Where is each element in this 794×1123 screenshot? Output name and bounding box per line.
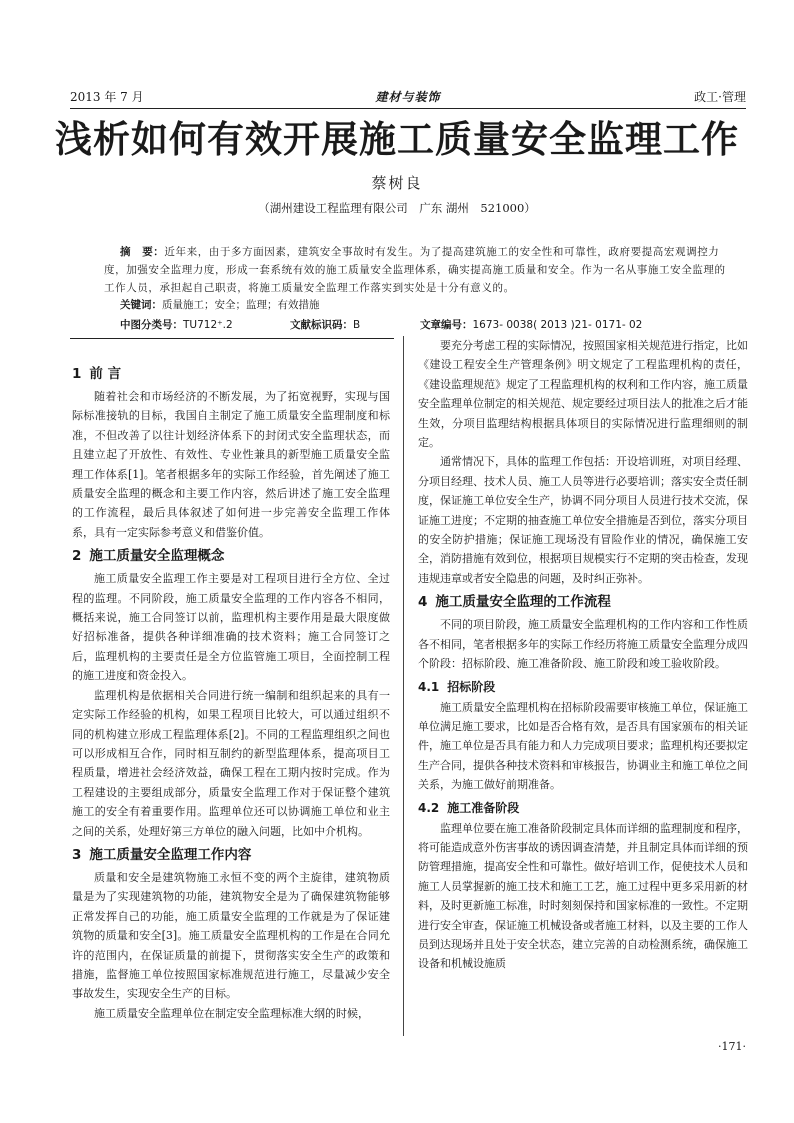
doc-code-value: B	[353, 319, 361, 331]
keywords-text: 质量施工；安全；监理；有效措施	[162, 299, 320, 311]
section-heading: 4 施工质量安全监理的工作流程	[418, 594, 611, 611]
running-header	[70, 88, 746, 106]
paragraph: 要充分考虑工程的实际情况，按照国家相关规范进行指定，比如《建设工程安全生产管理条例》明文规定了工程监理机构的责任，《建设监理规范》规定了工程监理机构的权利和工作内容，施工质量安全监理单位制定的相关规范、规定要经过项目法人的批准之后才能生效，分项目监理结构根据具体项目的实际情况进行监理细则的制定。	[418, 339, 748, 450]
keywords	[120, 296, 320, 314]
doc-code-label: 文献标识码：	[290, 319, 353, 331]
article-title: 浅析如何有效开展施工质量安全监理工作	[55, 117, 739, 161]
keywords-label: 关键词：	[120, 299, 162, 311]
header-rule	[70, 108, 746, 109]
subsection-heading: 4.1 招标阶段	[418, 679, 496, 694]
section-heading: 1 前 言	[72, 366, 122, 382]
clc-number	[120, 317, 233, 333]
paragraph: 质量和安全是建筑物施工永恒不变的两个主旋律，建筑物质量是为了实现建筑物的功能，建筑物安全是为了确保建筑物能够正常发挥自己的功能，施工质量安全监理的工作就是为了保证建筑物的质量和安全[3]。施工质量安全监理机构的工作是在合同允许的范围内，在保证质量的前提下，贯彻落实安全生产的政策和措施，监督施工单位按照国家标准规范进行施工，尽量减少安全事故发生，实现安全生产的目标。	[72, 870, 390, 1001]
page-number: ·171·	[718, 1040, 746, 1053]
document-code	[290, 317, 360, 333]
right-column	[418, 336, 748, 974]
section-heading: 2 施工质量安全监理概念	[72, 548, 225, 565]
author-name: 蔡树良	[371, 174, 423, 192]
paragraph: 监理机构是依据相关合同进行统一编制和组织起来的具有一定实际工作经验的机构，如果工程项目比较大，可以通过组织不同的机构建立形成工程监理体系[2]。不同的工程监理组织之间也可以形成相互合作，同时相互制约的新型监理体系，提高项目工程质量，增进社会经济效益，确保工程在工期内按时完成。作为工程建设的主要组成部分，质量安全监理工作对于保证整个建筑施工的安全有着重要作用。监理单位还可以协调施工单位和业主之间的关系，处理好第三方单位的融入问题，比如中介机构。	[72, 688, 390, 838]
abstract	[104, 243, 732, 297]
subsection-heading: 4.2 施工准备阶段	[418, 800, 520, 815]
body-top-rule	[70, 338, 394, 339]
author-affiliation: （湖州建设工程监理有限公司 广东 湖州 521000）	[258, 201, 536, 215]
paragraph: 监理单位要在施工准备阶段制定具体而详细的监理制度和程序，将可能造成意外伤害事故的诱因调查清楚，并且制定具体而详细的预防管理措施，提高安全性和可靠性。做好培训工作，促使技术人员和施工人员掌握新的施工技术和施工工艺，施工过程中更多采用新的材料，及时更新施工标准，时时刻刻保持和国家标准的一致性。不定期进行安全审查，保证施工机械设备或者施工材料，以及主要的工作人员到达现场并且处于安全状态，建立完善的自动检测系统，确保施工设备和机械设施质	[418, 821, 748, 971]
clc-label: 中图分类号：	[120, 319, 183, 331]
left-column	[72, 360, 390, 1023]
abstract-label: 摘 要：	[120, 246, 165, 258]
abstract-text: 近年来，由于多方面因素，建筑安全事故时有发生。为了提高建筑施工的安全性和可靠性，政府要提高宏观调控力度，加强安全监理力度，形成一套系统有效的施工质量安全监理体系，确实提高施工质量和安全。作为一名从事施工安全监理的工作人员，承担起自己职责，将施工质量安全监理工作落实到实处是十分有意义的。	[104, 246, 726, 294]
journal-name: 建材与装饰	[375, 90, 441, 104]
paragraph: 施工质量安全监理单位在制定安全监理标准大纲的时候，	[94, 1006, 369, 1020]
paragraph: 不同的项目阶段，施工质量安全监理机构的工作内容和工作性质各不相同，笔者根据多年的实际工作经历将施工质量安全监理分成四个阶段：招标阶段、施工准备阶段、施工阶段和竣工验收阶段。	[418, 618, 748, 671]
clc-value: TU712⁺.2	[183, 319, 233, 331]
column-divider	[403, 336, 404, 1036]
paragraph: 施工质量安全监理工作主要是对工程项目进行全方位、全过程的监理。不同阶段，施工质量安全监理的工作内容各不相同，概括来说，施工合同签订以前，监理机构主要作用是最大限度做好招标准备，提供各种详细准确的技术资料；施工合同签订之后，监理机构的主要责任是全方位监管施工项目，全面控制工程的施工进度和资金投入。	[72, 572, 390, 683]
paragraph: 通常情况下，具体的监理工作包括：开设培训班，对项目经理、分项目经理、技术人员、施工人员等进行必要培训；落实安全责任制度，保证施工单位安全生产，协调不同分项目人员进行技术交流，保证施工进度；不定期的抽查施工单位安全措施是否到位，落实分项目的安全防护措施；保证施工现场没有冒险作业的情况，确保施工安全，消防措施有效到位，根据项目规模实行不定期的突击检查，发现违规违章或者安全隐患的问题，及时纠正弥补。	[418, 455, 748, 585]
paragraph: 施工质量安全监理机构在招标阶段需要审核施工单位，保证施工单位满足施工要求，比如是否合格有效，是否具有国家颁布的相关证件，施工单位是否具有能力和人力完成项目要求；监理机构还要拟定生产合同，提供各种技术资料和审核报告，协调业主和施工单位之间关系，为施工做好前期准备。	[418, 700, 748, 792]
section-name: 政工·管理	[694, 90, 746, 104]
article-number-value: 1673- 0038( 2013 )21- 0171- 02	[472, 319, 643, 331]
article-number-label: 文章编号：	[420, 319, 473, 331]
issue-date: 2013 年 7 月	[70, 90, 144, 104]
article-number	[420, 317, 642, 333]
section-heading: 3 施工质量安全监理工作内容	[72, 846, 252, 863]
paragraph: 随着社会和市场经济的不断发展，为了拓宽视野，实现与国际标准接轨的目标，我国自主制定了施工质量安全监理制度和标准，不但改善了以往计划经济体系下的封闭式安全监理状态，而且建立起了开放性、有效性、专业性兼具的新型施工质量安全监理工作体系[1]。笔者根据多年的实际工作经验，首先阐述了施工质量安全监理的概念和主要工作内容，然后讲述了施工安全监理的工作流程，最后具体叙述了如何进一步完善安全监理工作体系，具有一定实际参考意义和借鉴价值。	[72, 390, 390, 539]
